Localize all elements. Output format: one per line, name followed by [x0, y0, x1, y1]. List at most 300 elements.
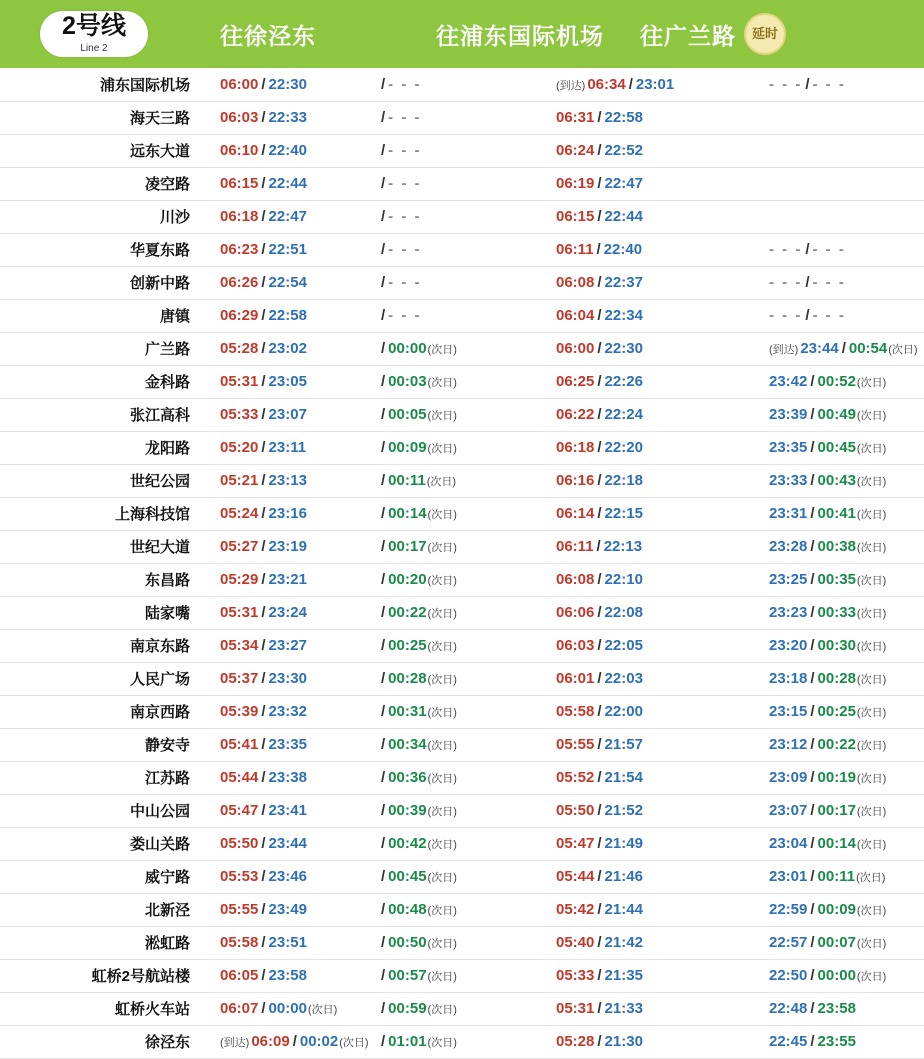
cell-to-guanglan-road — [761, 695, 924, 728]
cell-to-xujingdong-extended — [372, 299, 538, 332]
next-day-note: (次日) — [427, 740, 457, 752]
no-service-dash: - - - — [388, 208, 422, 225]
cell-to-xujingdong-extended — [372, 101, 538, 134]
last-train-time: 23:46 — [268, 868, 307, 885]
last-train-time: 23:04 — [769, 835, 808, 852]
arrival-note: (到达) — [556, 79, 586, 92]
extended-train-time: 00:17 — [388, 538, 427, 555]
arrival-note: (到达) — [220, 1037, 250, 1049]
time-pair — [556, 439, 643, 456]
extended-train-time: 23:55 — [817, 1033, 856, 1050]
cell-to-xujingdong — [204, 563, 372, 596]
first-train-time: 06:18 — [556, 439, 595, 456]
next-day-note: (次日) — [856, 509, 887, 521]
time-separator: / — [597, 175, 602, 192]
extended-train-time: 00:14 — [388, 505, 427, 522]
last-train-time: 22:13 — [603, 538, 643, 555]
time-pair — [556, 934, 643, 951]
time-pair — [769, 835, 886, 852]
last-train-time: 22:48 — [769, 1000, 808, 1017]
last-train-time: 23:31 — [769, 505, 808, 522]
time-separator: / — [381, 868, 386, 885]
time-separator: / — [841, 340, 846, 357]
station-name: 娄山关路 — [0, 827, 204, 860]
time-pair — [769, 604, 886, 621]
extended-train-time: 00:03 — [388, 373, 427, 390]
cell-to-xujingdong — [204, 134, 372, 167]
time-pair — [378, 538, 457, 555]
next-day-note: (次日) — [856, 608, 887, 620]
table-row[interactable] — [0, 101, 924, 134]
extended-train-time: 00:54 — [848, 340, 888, 357]
table-row[interactable] — [0, 860, 924, 893]
table-row[interactable] — [0, 596, 924, 629]
time-pair — [220, 835, 307, 852]
time-pair — [220, 274, 307, 291]
cell-to-xujingdong-extended — [372, 464, 538, 497]
extended-hours-badge: 延时 — [744, 13, 786, 55]
table-row[interactable] — [0, 629, 924, 662]
cell-to-xujingdong — [204, 299, 372, 332]
next-day-note: (次日) — [856, 905, 887, 917]
table-row[interactable] — [0, 662, 924, 695]
extended-train-time: 00:34 — [388, 736, 427, 753]
cell-to-xujingdong-extended — [372, 728, 538, 761]
next-day-note: (次日) — [856, 773, 887, 785]
first-train-time: 05:28 — [556, 1033, 595, 1050]
time-separator: / — [381, 439, 386, 456]
table-row[interactable] — [0, 563, 924, 596]
time-pair — [769, 637, 886, 654]
extended-train-time: 00:22 — [388, 604, 427, 621]
time-pair — [378, 406, 457, 423]
table-row[interactable] — [0, 200, 924, 233]
time-pair — [220, 769, 307, 786]
time-pair — [220, 472, 307, 489]
first-train-time: 05:33 — [556, 967, 595, 984]
cell-to-pudong-airport — [538, 398, 761, 431]
line-badge-texts — [62, 14, 126, 54]
time-separator: / — [381, 208, 386, 225]
time-separator: / — [261, 75, 266, 93]
time-pair — [220, 307, 307, 324]
time-pair — [220, 208, 307, 225]
table-row[interactable] — [0, 1025, 924, 1058]
next-day-note: (次日) — [427, 1037, 457, 1049]
header-bar — [0, 0, 924, 68]
last-train-time: 22:57 — [769, 934, 808, 951]
time-separator: / — [805, 307, 810, 324]
cell-to-guanglan-road — [761, 200, 924, 233]
next-day-note: (次日) — [856, 476, 887, 488]
time-pair — [378, 835, 457, 852]
last-train-time: 22:26 — [604, 373, 643, 390]
last-train-time: 22:05 — [604, 637, 643, 654]
time-pair — [556, 472, 643, 489]
last-train-time: 22:54 — [268, 274, 307, 291]
first-train-time: 06:08 — [556, 571, 595, 588]
cell-to-guanglan-road — [761, 926, 924, 959]
time-separator: / — [810, 769, 815, 786]
cell-to-guanglan-road — [761, 299, 924, 332]
table-row[interactable] — [0, 893, 924, 926]
time-separator: / — [597, 571, 602, 588]
last-train-time: 23:24 — [268, 604, 307, 621]
last-train-time: 23:13 — [268, 472, 307, 489]
time-separator: / — [261, 175, 266, 192]
cell-to-xujingdong — [204, 959, 372, 992]
last-train-time: 23:01 — [769, 868, 808, 885]
table-row[interactable] — [0, 398, 924, 431]
time-separator: / — [810, 901, 815, 918]
last-train-time: 23:41 — [268, 802, 307, 819]
time-pair — [220, 340, 307, 357]
cell-to-xujingdong-extended — [372, 530, 538, 563]
no-service-dash: - - - — [388, 109, 422, 126]
next-day-note: (次日) — [427, 410, 457, 422]
time-separator: / — [381, 1000, 386, 1017]
first-train-time: 06:23 — [220, 241, 259, 258]
time-pair — [220, 967, 307, 984]
extended-train-time: 01:01 — [388, 1033, 427, 1050]
next-day-note: (次日) — [856, 410, 887, 422]
table-row[interactable] — [0, 794, 924, 827]
cell-to-pudong-airport — [538, 233, 761, 266]
first-train-time: 06:29 — [220, 307, 259, 324]
time-separator: / — [597, 769, 602, 786]
cell-to-guanglan-road — [761, 464, 924, 497]
time-separator: / — [381, 670, 386, 687]
extended-train-time: 00:09 — [817, 901, 856, 918]
time-separator: / — [381, 1033, 386, 1050]
time-separator: / — [381, 406, 386, 423]
next-day-note: (次日) — [856, 872, 886, 884]
cell-to-guanglan-road — [761, 167, 924, 200]
station-name: 中山公园 — [0, 794, 204, 827]
table-row[interactable] — [0, 695, 924, 728]
cell-to-guanglan-road — [761, 728, 924, 761]
station-name: 凌空路 — [0, 167, 204, 200]
first-train-time: 05:50 — [556, 802, 595, 819]
table-row[interactable] — [0, 431, 924, 464]
time-pair — [378, 439, 457, 456]
last-train-time: 23:12 — [769, 736, 808, 753]
time-pair — [378, 703, 457, 720]
cell-to-xujingdong-extended — [372, 629, 538, 662]
time-separator: / — [597, 472, 602, 489]
cell-to-xujingdong — [204, 629, 372, 662]
time-pair — [378, 868, 457, 885]
table-row[interactable] — [0, 464, 924, 497]
station-name: 人民广场 — [0, 662, 204, 695]
next-day-note: (次日) — [427, 509, 457, 521]
time-separator: / — [261, 802, 266, 819]
no-service-dash: - - - — [812, 75, 846, 93]
cell-to-guanglan-road — [761, 761, 924, 794]
last-train-time: 23:51 — [268, 934, 307, 951]
next-day-note: (次日) — [856, 740, 887, 752]
table-row[interactable] — [0, 365, 924, 398]
table-row[interactable] — [0, 761, 924, 794]
cell-to-xujingdong-extended — [372, 497, 538, 530]
table-row[interactable] — [0, 299, 924, 332]
time-separator: / — [381, 769, 386, 786]
time-pair — [378, 505, 457, 522]
time-pair — [769, 571, 886, 588]
first-train-time: 06:15 — [556, 208, 595, 225]
last-train-time: 23:58 — [268, 967, 307, 984]
time-separator: / — [261, 736, 266, 753]
time-separator: / — [261, 142, 266, 159]
first-train-time: 05:33 — [220, 406, 259, 423]
time-separator: / — [261, 934, 266, 951]
no-service-dash: - - - — [769, 241, 803, 258]
time-separator: / — [381, 835, 386, 852]
time-separator: / — [597, 1033, 602, 1050]
time-separator: / — [381, 175, 386, 192]
first-train-time: 05:55 — [220, 901, 259, 918]
no-service-dash: - - - — [388, 175, 422, 192]
time-pair — [220, 76, 307, 93]
first-train-time: 06:16 — [556, 472, 595, 489]
extended-train-time: 00:35 — [817, 571, 856, 588]
first-train-time: 06:34 — [587, 75, 626, 93]
table-row[interactable] — [0, 497, 924, 530]
time-pair — [220, 901, 307, 918]
time-pair — [556, 373, 643, 390]
table-row[interactable] — [0, 728, 924, 761]
first-train-time: 06:03 — [220, 109, 259, 126]
last-train-time: 23:07 — [769, 802, 808, 819]
time-pair — [769, 538, 886, 555]
time-separator: / — [381, 538, 386, 555]
time-separator: / — [292, 1033, 297, 1050]
time-separator: / — [810, 802, 815, 819]
no-service-dash: - - - — [812, 274, 846, 291]
table-row[interactable] — [0, 167, 924, 200]
time-separator: / — [597, 703, 602, 720]
cell-to-pudong-airport — [538, 662, 761, 695]
time-pair — [556, 406, 643, 423]
cell-to-pudong-airport — [538, 563, 761, 596]
time-pair — [220, 241, 307, 258]
last-train-time: 22:03 — [604, 670, 643, 687]
last-train-time: 23:05 — [268, 373, 307, 390]
time-separator: / — [261, 604, 266, 621]
next-day-note: (次日) — [427, 377, 457, 389]
cell-to-xujingdong — [204, 365, 372, 398]
time-separator: / — [810, 571, 815, 588]
last-train-time: 23:20 — [769, 637, 808, 654]
no-service-dash: - - - — [769, 75, 803, 93]
cell-to-xujingdong — [204, 596, 372, 629]
next-day-note: (次日) — [427, 905, 457, 917]
cell-to-xujingdong — [204, 695, 372, 728]
table-row[interactable] — [0, 68, 924, 101]
last-train-time: 23:44 — [800, 340, 839, 357]
time-pair — [556, 307, 643, 324]
table-row[interactable] — [0, 959, 924, 992]
last-train-time: 22:40 — [603, 241, 643, 258]
last-train-time: 23:18 — [769, 670, 808, 687]
cell-to-pudong-airport — [538, 68, 761, 101]
first-train-time: 05:53 — [220, 868, 259, 885]
cell-to-xujingdong — [204, 497, 372, 530]
last-train-time: 22:44 — [604, 208, 643, 225]
cell-to-guanglan-road — [761, 365, 924, 398]
table-row[interactable] — [0, 827, 924, 860]
first-train-time: 05:24 — [220, 505, 259, 522]
last-train-time: 23:39 — [769, 406, 808, 423]
time-separator: / — [628, 75, 633, 93]
line-badge — [40, 11, 148, 57]
first-train-time: 05:58 — [220, 934, 259, 951]
no-service-dash: - - - — [769, 307, 803, 324]
time-separator: / — [261, 439, 266, 456]
last-train-time: 21:42 — [604, 934, 643, 951]
first-train-time: 05:31 — [220, 373, 259, 390]
last-train-time: 00:00 — [268, 1000, 307, 1017]
table-row[interactable] — [0, 530, 924, 563]
table-row[interactable] — [0, 332, 924, 365]
cell-to-xujingdong — [204, 992, 372, 1025]
next-day-note: (次日) — [427, 938, 457, 950]
cell-to-xujingdong — [204, 827, 372, 860]
table-row[interactable] — [0, 233, 924, 266]
time-separator: / — [261, 373, 266, 390]
time-separator: / — [597, 505, 602, 522]
station-name: 静安寺 — [0, 728, 204, 761]
time-pair — [378, 76, 422, 93]
extended-train-time: 00:48 — [388, 901, 427, 918]
line-name-en: Line 2 — [80, 43, 108, 54]
next-day-note: (次日) — [339, 1037, 369, 1049]
first-train-time: 05:21 — [220, 472, 259, 489]
last-train-time: 22:52 — [604, 142, 643, 159]
extended-train-time: 00:33 — [817, 604, 856, 621]
last-train-time: 00:02 — [299, 1033, 339, 1050]
time-separator: / — [597, 637, 602, 654]
cell-to-xujingdong — [204, 926, 372, 959]
no-service-dash: - - - — [812, 241, 846, 258]
next-day-note: (次日) — [427, 641, 457, 653]
time-pair — [556, 835, 643, 852]
station-name: 张江高科 — [0, 398, 204, 431]
station-name: 威宁路 — [0, 860, 204, 893]
time-separator: / — [261, 571, 266, 588]
cell-to-pudong-airport — [538, 860, 761, 893]
time-pair — [556, 340, 643, 357]
last-train-time: 22:30 — [268, 75, 307, 93]
extended-train-time: 00:20 — [388, 571, 427, 588]
time-separator: / — [381, 736, 386, 753]
time-pair — [220, 505, 307, 522]
first-train-time: 05:31 — [220, 604, 259, 621]
station-name: 海天三路 — [0, 101, 204, 134]
cell-to-pudong-airport — [538, 893, 761, 926]
time-separator: / — [261, 538, 266, 555]
cell-to-pudong-airport — [538, 530, 761, 563]
station-name: 上海科技馆 — [0, 497, 204, 530]
first-train-time: 06:25 — [556, 373, 595, 390]
cell-to-guanglan-road — [761, 68, 924, 101]
last-train-time: 22:58 — [604, 109, 643, 126]
schedule-table — [0, 68, 924, 1059]
time-pair — [378, 934, 457, 951]
time-separator: / — [261, 967, 266, 984]
time-pair — [556, 142, 643, 159]
extended-train-time: 00:45 — [817, 439, 856, 456]
time-pair — [556, 538, 642, 555]
time-separator: / — [810, 538, 815, 555]
cell-to-pudong-airport — [538, 761, 761, 794]
time-separator: / — [261, 835, 266, 852]
cell-to-xujingdong — [204, 68, 372, 101]
time-pair — [378, 901, 457, 918]
extended-train-time: 00:09 — [388, 439, 427, 456]
extended-train-time: 00:36 — [388, 769, 427, 786]
time-separator: / — [381, 967, 386, 984]
table-row[interactable] — [0, 134, 924, 167]
cell-to-guanglan-road — [761, 530, 924, 563]
time-separator: / — [597, 373, 602, 390]
time-separator: / — [261, 274, 266, 291]
time-pair — [378, 571, 457, 588]
first-train-time: 05:40 — [556, 934, 595, 951]
extended-train-time: 00:30 — [817, 637, 856, 654]
time-separator: / — [597, 736, 602, 753]
first-train-time: 06:00 — [556, 340, 595, 357]
cell-to-pudong-airport — [538, 794, 761, 827]
cell-to-xujingdong — [204, 398, 372, 431]
table-row[interactable] — [0, 266, 924, 299]
cell-to-pudong-airport — [538, 332, 761, 365]
next-day-note: (次日) — [856, 575, 887, 587]
last-train-time: 23:49 — [268, 901, 307, 918]
last-train-time: 21:35 — [604, 967, 643, 984]
cell-to-guanglan-road — [761, 893, 924, 926]
time-pair — [378, 736, 457, 753]
time-pair — [220, 670, 307, 687]
first-train-time: 06:01 — [556, 670, 595, 687]
first-train-time: 05:27 — [220, 538, 259, 555]
last-train-time: 21:49 — [604, 835, 643, 852]
time-separator: / — [596, 241, 601, 258]
table-row[interactable] — [0, 926, 924, 959]
next-day-note: (次日) — [427, 806, 457, 818]
next-day-note: (次日) — [427, 707, 457, 719]
time-pair — [220, 703, 307, 720]
last-train-time: 22:47 — [604, 175, 643, 192]
cell-to-xujingdong-extended — [372, 266, 538, 299]
schedule-body — [0, 68, 924, 1058]
time-pair — [220, 934, 307, 951]
cell-to-xujingdong-extended — [372, 662, 538, 695]
time-pair — [220, 439, 306, 456]
time-pair — [220, 736, 307, 753]
time-separator: / — [381, 637, 386, 654]
time-separator: / — [810, 1000, 815, 1017]
cell-to-pudong-airport — [538, 464, 761, 497]
last-train-time: 21:33 — [604, 1000, 643, 1017]
first-train-time: 06:26 — [220, 274, 259, 291]
table-row[interactable] — [0, 992, 924, 1025]
last-train-time: 23:01 — [635, 75, 675, 93]
last-train-time: 23:11 — [268, 439, 307, 456]
cell-to-pudong-airport — [538, 596, 761, 629]
cell-to-pudong-airport — [538, 101, 761, 134]
time-pair — [556, 637, 643, 654]
